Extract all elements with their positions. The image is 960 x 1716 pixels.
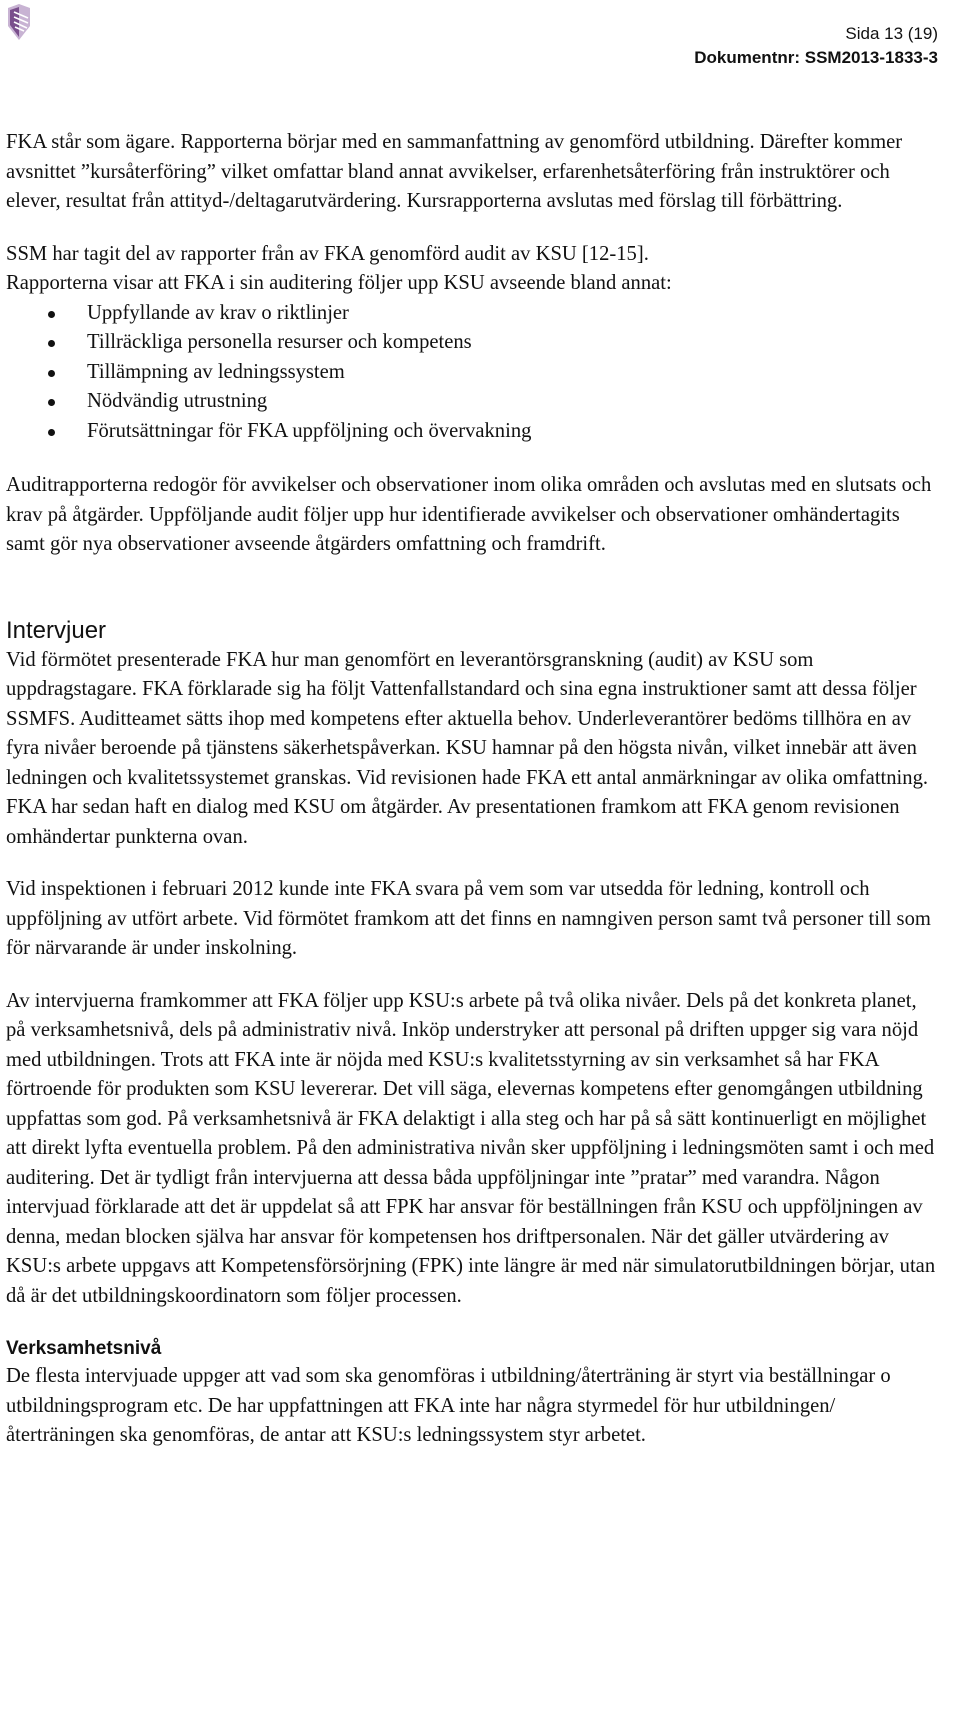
list-item (6, 358, 941, 388)
page-number: Sida 13 (19) (845, 24, 938, 43)
heading-intervjuer: Intervjuer (6, 616, 107, 644)
paragraph-audit-reports: Auditrapporterna redogör för avvikelser och observationer inom olika områden och avslutas med en slutsats och krav på åtgärder. Uppföljande audit följer upp hur identifierade avvikelser och observationer omhändertagits samt gör nya observationer avseende åtgärders omfattning och framdrift. (6, 474, 932, 555)
bullet-icon (48, 399, 55, 406)
paragraph-audit-intro: SSM har tagit del av rapporter från av FKA genomförd audit av KSU [12-15]. (6, 242, 649, 265)
list-item (6, 328, 941, 358)
list-item-text: Tillräckliga personella resurser och kompetens (87, 331, 472, 353)
paragraph-premeeting: Vid förmötet presenterade FKA hur man genomfört en leverantörsgranskning (audit) av KSU som uppdragstagare. FKA förklarade sig ha följt Vattenfallstandard och sina egna instruktioner samt att dessa följer SSMFS. Auditteamet sätts ihop med kompetens efter aktuella behov. Underleverantörer bedöms tillhöra en av fyra nivåer beroende på tjänstens säkerhetspåverkan. KSU hamnar på den högsta nivån, vilket innebär att även ledningen och kvalitetssystemet granskas. Vid revisionen hade FKA ett antal anmärkningar av olika omfattning. FKA har sedan haft en dialog med KSU om åtgärder. Av presentationen framkom att FKA genom revisionen omhändertar punkterna ovan. (6, 648, 929, 848)
paragraph-interview-findings: Av intervjuerna framkommer att FKA följer upp KSU:s arbete på två olika nivåer. Dels på det konkreta planet, på verksamhetsnivå, dels på administrativ nivå. Inköp understryker att personal på driften uppger sig vara nöjd med utbildningen. Trots att FKA inte är nöjda med KSU:s kvalitetsstyrning av sin verksamhet så har FKA förtroende för produkten som KSU levererar. Det vill säga, elevernas kompetens efter genomgången utbildning uppfattas som god. På verksamhetsnivå är FKA delaktigt i alla steg och har på så sätt kontinuerligt en möjlighet att direkt lyfta eventuella problem. På den administrativa nivån sker uppföljning i ledningsmöten samt i och med auditering. Det är tydligt från intervjuerna att dessa båda uppföljningar inte ”pratar” med varandra. Någon intervjuad förklarade att det är uppdelat så att FPK har ansvar för beställningen från KSU och uppföljningen av denna, medan blocken själva har ansvar för kompetensen hos driftpersonalen. När det gäller utvärdering av KSU:s arbete uppgavs att Kompetensförsörjning (FPK) inte längre är med när simulatorutbildningen börjar, utan då är det utbildningskoordinatorn som följer processen. (6, 989, 936, 1307)
heading-verksamhetsniva: Verksamhetsnivå (6, 1338, 162, 1359)
list-item (6, 299, 941, 329)
document-number: Dokumentnr: SSM2013-1833-3 (694, 48, 938, 67)
list-item-text: Förutsättningar för FKA uppföljning och övervakning (87, 419, 532, 442)
bullet-icon (48, 311, 55, 318)
bullet-icon (48, 370, 55, 377)
bullet-icon (48, 429, 55, 436)
list-item-text: Uppfyllande av krav o riktlinjer (87, 301, 349, 324)
audit-topics-list (6, 299, 941, 447)
logo-icon (6, 4, 32, 42)
paragraph-inspection: Vid inspektionen i februari 2012 kunde inte FKA svara på vem som var utsedda för ledning, kontroll och uppföljning av utfört arbete. Vid förmötet framkom att det finns en namngiven person samt två personer till som för närvarande är under inskolning. (6, 878, 931, 959)
paragraph-course-reports: FKA står som ägare. Rapporterna börjar med en sammanfattning av genomförd utbildning. Därefter kommer avsnittet ”kursåterföring” vilket omfattar bland annat avvikelser, erfarenhetsåterföring från instruktörer och elever, resultat från attityd-/deltagarutvärdering. Kursrapporterna avslutas med förslag till förbättring. (6, 131, 903, 212)
list-item-text: Tillämpning av ledningssystem (87, 360, 345, 383)
page-header (694, 22, 938, 70)
list-item (6, 387, 941, 417)
bullet-icon (48, 340, 55, 347)
list-item (6, 417, 941, 447)
list-item-text: Nödvändig utrustning (87, 390, 268, 412)
document-body (6, 128, 941, 1451)
paragraph-audit-followup: Rapporterna visar att FKA i sin auditering följer upp KSU avseende bland annat: (6, 272, 672, 294)
paragraph-operational-level: De flesta intervjuade uppger att vad som ska genomföras i utbildning/återträning är styrt via beställningar o utbildningsprogram etc. De har uppfattningen att FKA inte har några styrmedel för hur utbildningen/återträningen ska genomföras, de antar att KSU:s ledningssystem styr arbetet. (6, 1365, 891, 1446)
